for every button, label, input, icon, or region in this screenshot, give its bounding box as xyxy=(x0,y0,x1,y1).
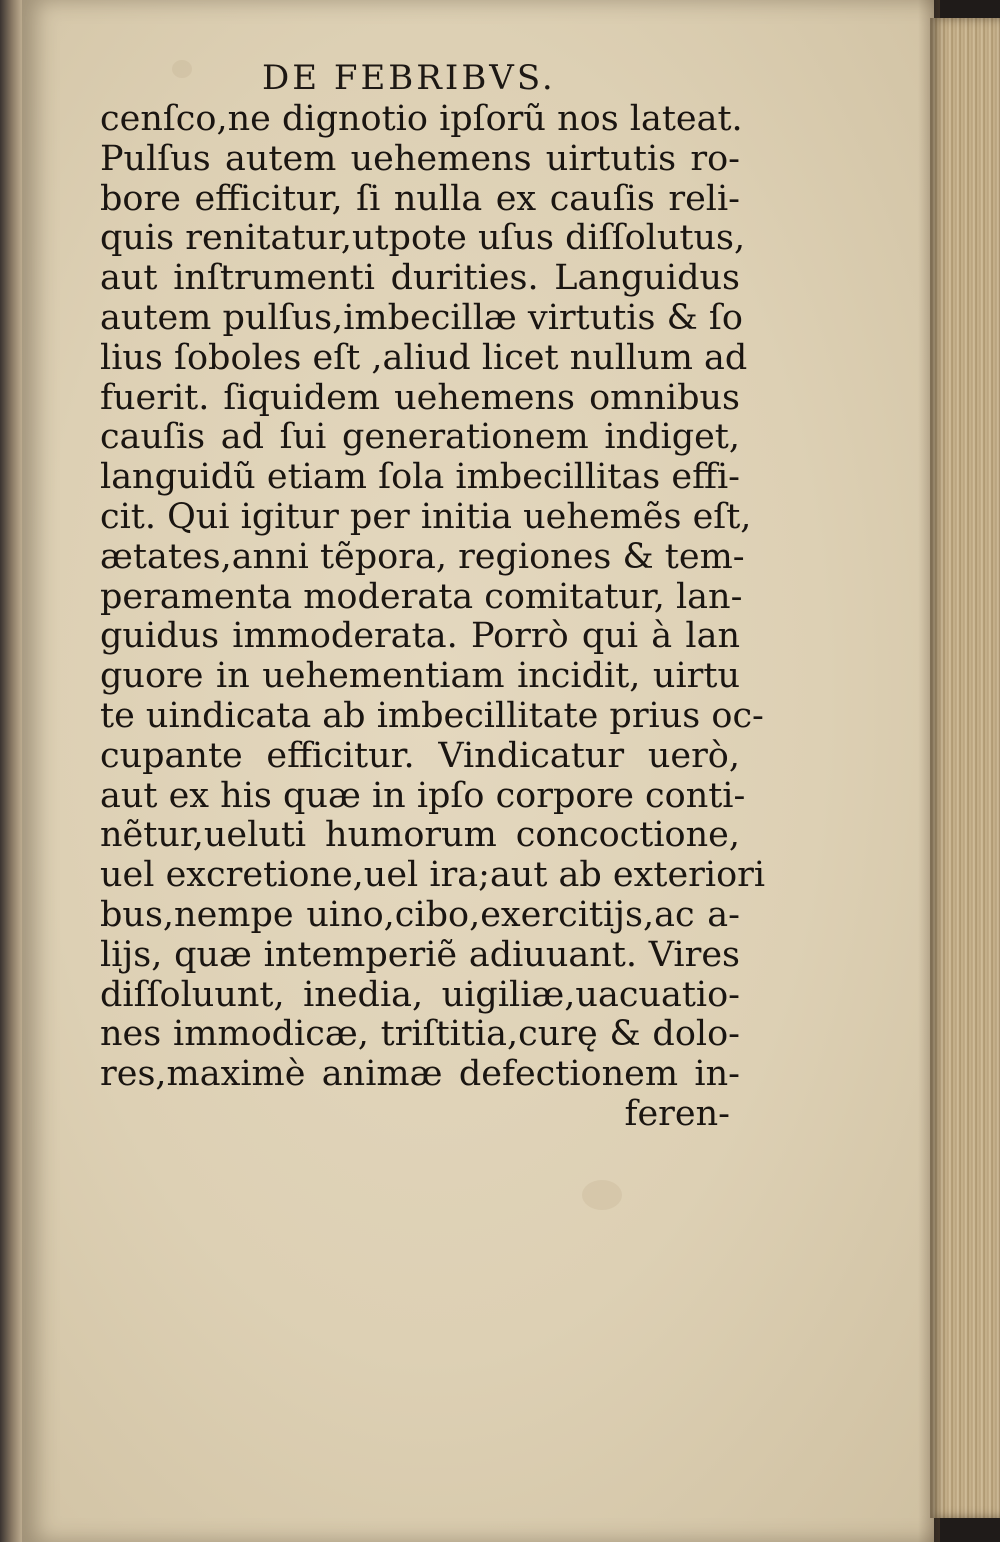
text-line: lijs, quæ intemperiẽ adiuuant. Vires xyxy=(100,934,740,975)
text-line: cenſco,ne dignotio ipſorũ nos lateat. xyxy=(100,99,743,139)
body-text xyxy=(100,99,766,1135)
text-line: cauſis ad ſui generationem indiget, xyxy=(100,417,740,458)
text-line: uel excretione,uel ira;aut ab exteriori xyxy=(100,855,766,896)
text-line: autem pulſus,imbecillæ virtutis & ſo xyxy=(100,297,743,338)
catchword: feren- xyxy=(624,1093,730,1134)
text-line: diſſoluunt, inedia, uigiliæ,uacuatio- xyxy=(100,974,740,1015)
text-line: lius ſoboles eſt ,aliud licet nullum ad xyxy=(100,337,748,378)
text-line: fuerit. ſiquidem uehemens omnibus xyxy=(100,377,740,418)
text-line: guidus immoderata. Porrò qui à lan xyxy=(100,616,740,657)
text-line: quis renitatur,utpote uſus diſſolutus, xyxy=(100,218,746,259)
running-head: DE FEBRIBVS. xyxy=(262,58,556,98)
text-line: guore in uehementiam incidit, uirtu xyxy=(100,656,740,697)
text-line: bus,nempe uino,cibo,exercitijs,ac a- xyxy=(100,894,740,935)
text-line: nẽtur,ueluti humorum concoctione, xyxy=(100,815,740,856)
text-line: te uindicata ab imbecillitate prius oc- xyxy=(100,695,764,736)
paper-stain xyxy=(582,1180,622,1210)
text-line: cupante efficitur. Vindicatur uerò, xyxy=(100,735,740,776)
page-fore-edge xyxy=(930,18,1000,1518)
text-line: ætates,anni tẽpora, regiones & tem- xyxy=(100,536,745,577)
text-line: languidũ etiam ſola imbecillitas effi- xyxy=(100,457,740,498)
text-line: nes immodicæ, triſtitia,curę & dolo- xyxy=(100,1014,740,1055)
text-line: cit. Qui igitur per initia uehemẽs eſt, xyxy=(100,496,752,537)
paper-stain xyxy=(172,60,192,78)
text-line: peramenta moderata comitatur, lan- xyxy=(100,576,743,617)
text-line: res,maximè animæ defectionem in- xyxy=(100,1054,740,1095)
text-line: aut ex his quæ in ipſo corpore conti- xyxy=(100,775,746,816)
text-line: bore efficitur, ſi nulla ex cauſis reli- xyxy=(100,178,740,219)
text-line: aut inſtrumenti durities. Languidus xyxy=(100,258,740,299)
text-line: Pulſus autem uehemens uirtutis ro- xyxy=(100,138,740,179)
